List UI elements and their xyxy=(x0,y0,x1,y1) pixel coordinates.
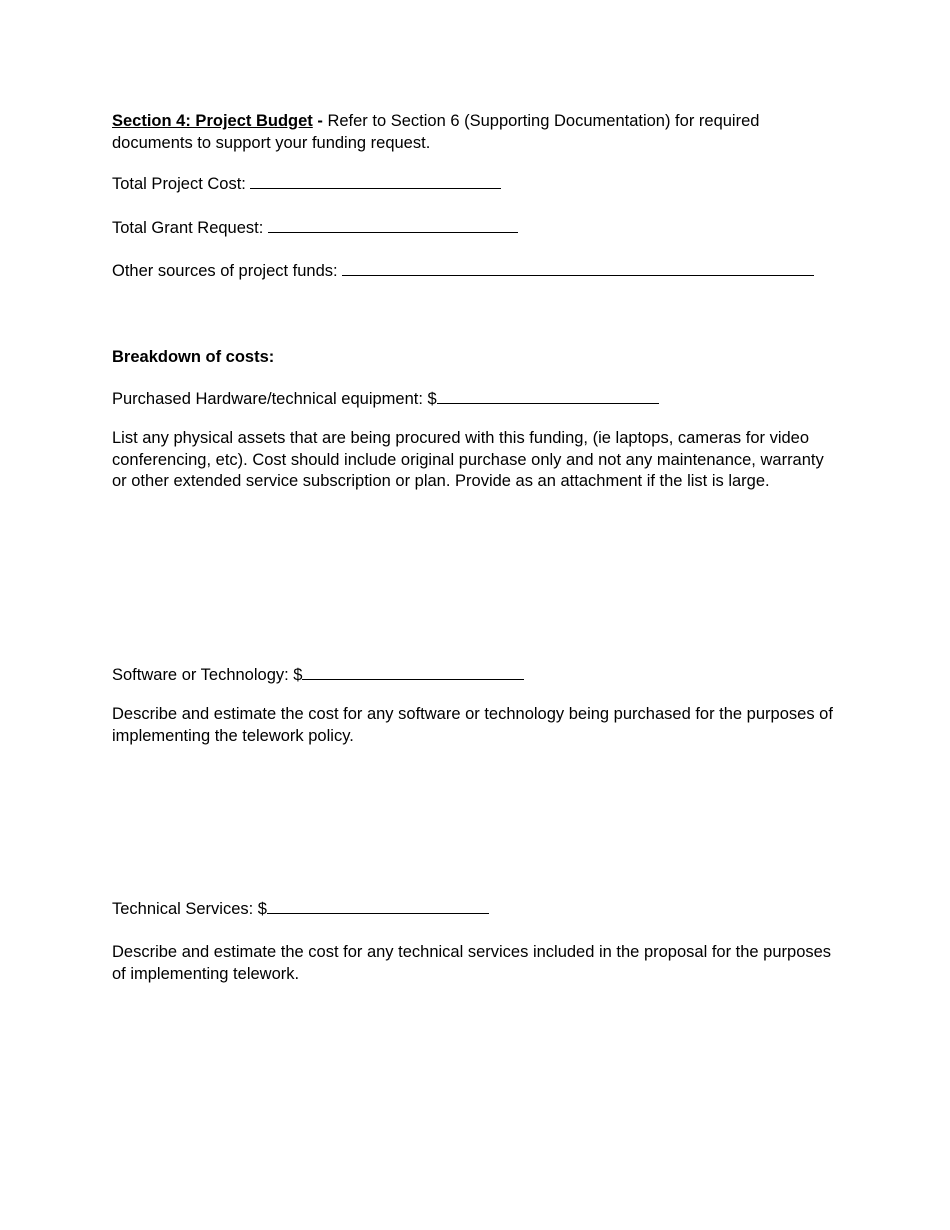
total-project-cost-row xyxy=(112,173,842,196)
software-description: Describe and estimate the cost for any software or technology being purchased for the purposes of implementing the telework policy. xyxy=(112,705,833,745)
breakdown-heading: Breakdown of costs: xyxy=(112,348,275,366)
hardware-row xyxy=(112,388,842,411)
section-title: Section 4: Project Budget xyxy=(112,112,313,130)
hardware-label: Purchased Hardware/technical equipment: $ xyxy=(112,390,437,408)
total-grant-request-label: Total Grant Request: xyxy=(112,219,268,237)
total-project-cost-blank[interactable] xyxy=(250,173,501,189)
total-grant-request-row xyxy=(112,217,842,240)
services-label: Technical Services: $ xyxy=(112,900,267,918)
section-intro: Refer to Section 6 (Supporting Documentation) for required documents to support your funding request. xyxy=(112,112,760,152)
software-row xyxy=(112,664,842,687)
other-sources-label: Other sources of project funds: xyxy=(112,262,343,280)
section-header xyxy=(112,111,838,154)
other-sources-blank[interactable] xyxy=(342,260,814,276)
section-title-dash: - xyxy=(312,112,328,130)
services-description: Describe and estimate the cost for any technical services included in the proposal for the purposes of implementing telework. xyxy=(112,943,832,983)
hardware-blank[interactable] xyxy=(437,388,659,404)
services-row xyxy=(112,898,842,921)
software-label: Software or Technology: $ xyxy=(112,666,303,684)
other-sources-row xyxy=(112,260,842,283)
hardware-description: List any physical assets that are being procured with this funding, (ie laptops, cameras for video conferencing, etc). Cost should include original purchase only and not any maintenance, warranty or other extended service subscription or plan. Provide as an attachment if the list is large. xyxy=(112,429,824,491)
total-project-cost-label: Total Project Cost: xyxy=(112,175,251,193)
total-grant-request-blank[interactable] xyxy=(268,217,518,233)
services-blank[interactable] xyxy=(267,898,489,914)
software-blank[interactable] xyxy=(302,664,524,680)
